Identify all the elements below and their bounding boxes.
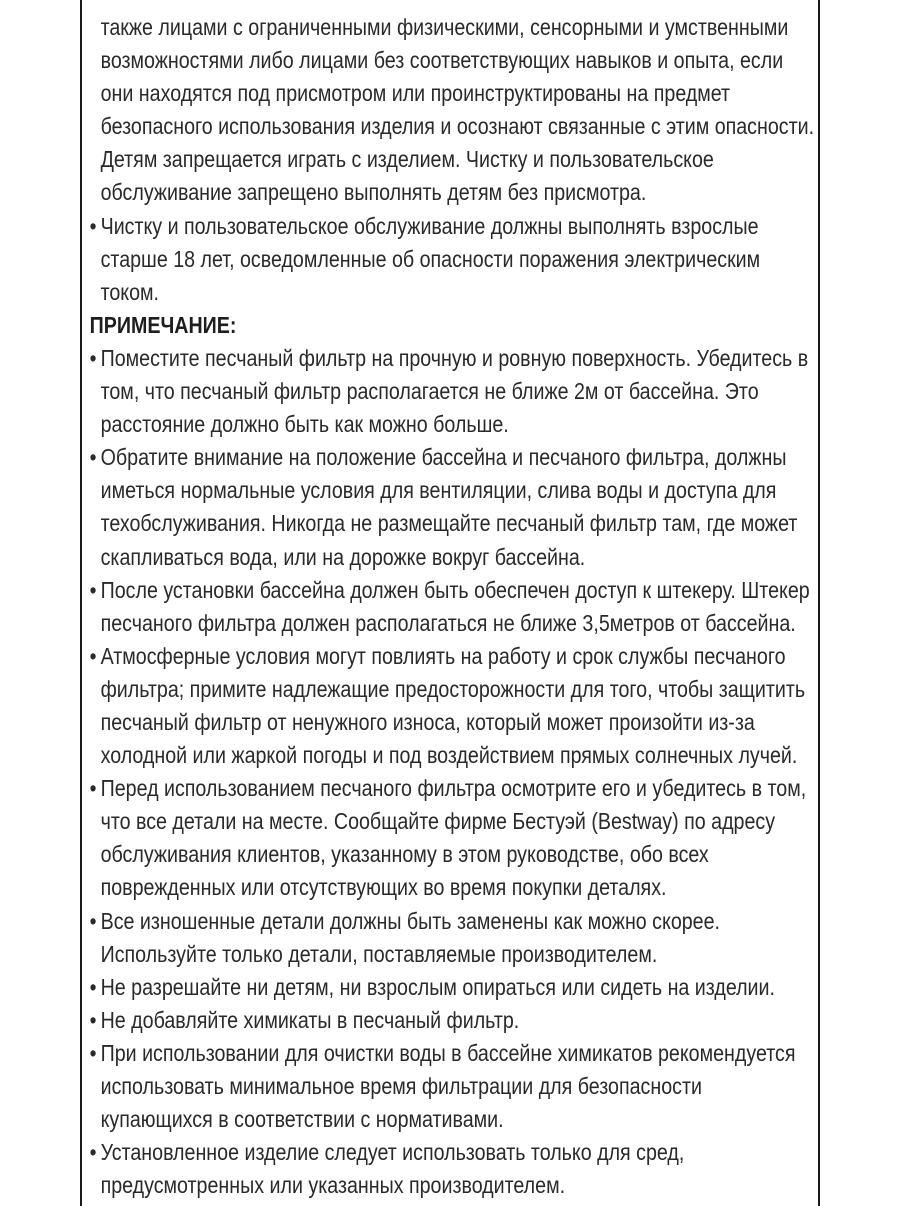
list-item bbox=[88, 1037, 815, 1136]
bullet-icon: • bbox=[89, 1039, 97, 1066]
bullet-icon: • bbox=[89, 344, 97, 371]
list-item bbox=[88, 905, 815, 971]
bullet-icon: • bbox=[89, 1006, 97, 1033]
list-item-text: Перед использованием песчаного фильтра осмотрите его и убедитесь в том, что все детали на месте. Сообщайте фирме Бестуэй (Bestway) по адресу обслуживания клиентов, указанному в этом руководстве, обо всех поврежденных или отсутствующих во время покупки деталях. bbox=[100, 775, 807, 901]
list-item-text: После установки бассейна должен быть обеспечен доступ к штекеру. Штекер песчаного фильтра должен располагаться не ближе 3,5метров от бассейна. bbox=[100, 576, 810, 636]
list-item-text: Все изношенные детали должны быть заменены как можно скорее. Используйте только детали, поставляемые производителем. bbox=[100, 907, 720, 967]
bullet-icon: • bbox=[89, 444, 97, 471]
list-item-text: Не разрешайте ни детям, ни взрослым опираться или сидеть на изделии. bbox=[100, 973, 775, 1000]
document-body bbox=[88, 11, 815, 1202]
bullet-icon: • bbox=[89, 907, 97, 934]
list-item bbox=[88, 574, 815, 640]
bullet-list-notes bbox=[88, 342, 815, 1202]
list-item-text: Установленное изделие следует использовать только для сред, предусмотренных или указанных производителем. bbox=[100, 1139, 685, 1199]
bullet-icon: • bbox=[89, 973, 97, 1000]
list-item-text: Атмосферные условия могут повлиять на работу и срок службы песчаного фильтра; примите надлежащие предосторожности для того, чтобы защитить песчаный фильтр от ненужного износа, который может произойти из-за холодной или жаркой погоды и под воздействием прямых солнечных лучей. bbox=[100, 642, 806, 769]
list-item-text: При использовании для очистки воды в бассейне химикатов рекомендуется использовать минимальное время фильтрации для безопасности купающихся в соответствии с нормативами. bbox=[100, 1039, 796, 1133]
list-item-text: Поместите песчаный фильтр на прочную и ровную поверхность. Убедитесь в том, что песчаный фильтр располагается не ближе 2м от бассейна. Это расстояние должно быть как можно больше. bbox=[100, 344, 809, 438]
list-item-text: Не добавляйте химикаты в песчаный фильтр. bbox=[100, 1006, 520, 1033]
list-item bbox=[88, 772, 815, 904]
bullet-icon: • bbox=[89, 775, 97, 802]
list-item bbox=[88, 210, 815, 309]
list-item bbox=[88, 342, 815, 441]
bullet-icon: • bbox=[89, 212, 97, 239]
list-item bbox=[88, 1004, 815, 1037]
list-item-text: Обратите внимание на положение бассейна и песчаного фильтра, должны иметься нормальные условия для вентиляции, слива воды и доступа для техобслуживания. Никогда не размещайте песчаный фильтр там, где может скапливаться вода, или на дорожке вокруг бассейна. bbox=[100, 444, 798, 570]
bullet-icon: • bbox=[89, 576, 97, 603]
bullet-icon: • bbox=[89, 642, 97, 669]
intro-paragraph: также лицами с ограниченными физическими, сенсорными и умственными возможностями либо лицами без соответствующих навыков и опыта, если они находятся под присмотром или проинструктированы на предмет безопасного использования изделия и осознают связанные с этим опасности. Детям запрещается играть с изделием. Чистку и пользовательское обслуживание запрещено выполнять детям без присмотра. bbox=[100, 14, 815, 206]
bullet-icon: • bbox=[89, 1139, 97, 1166]
list-item bbox=[88, 1136, 815, 1202]
list-item bbox=[88, 441, 815, 573]
list-item bbox=[88, 640, 815, 772]
note-heading: ПРИМЕЧАНИЕ: bbox=[89, 311, 237, 338]
list-item-text: Чистку и пользовательское обслуживание должны выполнять взрослые старше 18 лет, осведомленные об опасности поражения электрическим током. bbox=[100, 212, 761, 305]
bullet-list-general bbox=[88, 210, 815, 309]
list-item bbox=[88, 971, 815, 1004]
